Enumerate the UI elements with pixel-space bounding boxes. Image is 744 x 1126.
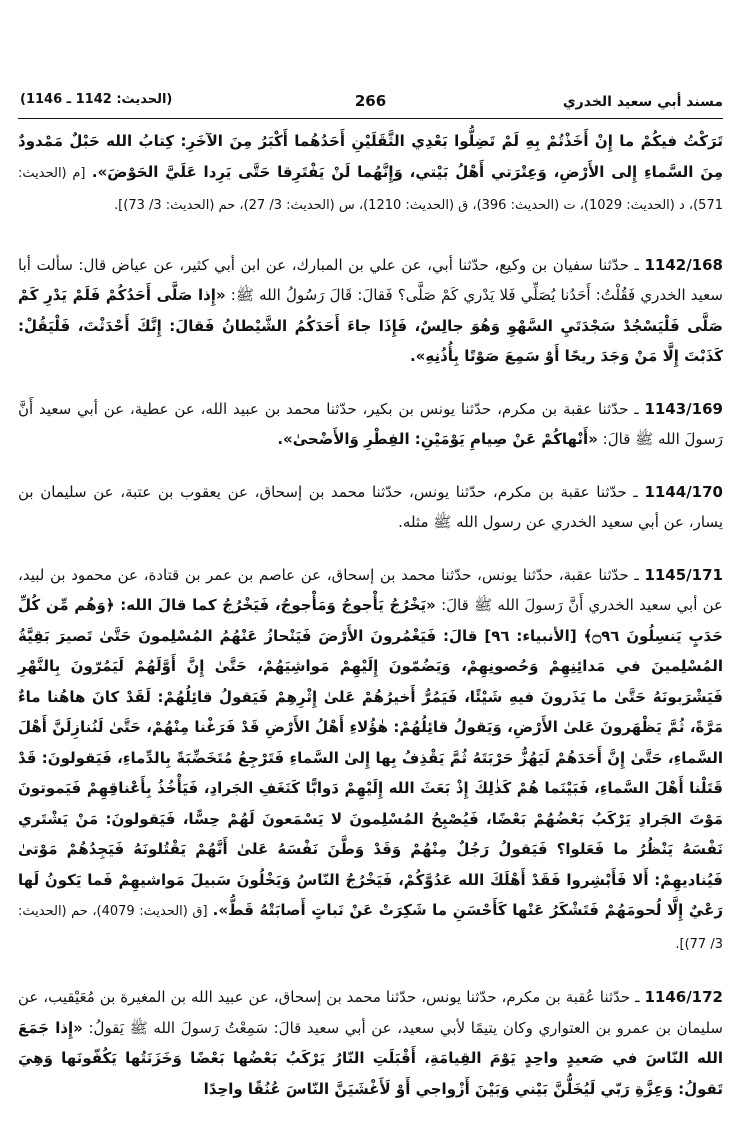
hadith-isnad: ـ حدّثنا سفيان بن وكيع، حدّثنا أبي، عن علي بن المبارك، عن ابن أبي كثير، عن عياض قال: سألت أبا سعيد الخدري فَقُلْتُ: أَحَدُنا يُصَلِّي فَلا يَدْري كَمْ صَلَّى؟ فَقالَ: قَالَ رَسُولُ الله ﷺ: <box>18 255 723 304</box>
hadith-entry <box>18 394 723 455</box>
header-divider <box>18 118 723 119</box>
book-title: مسند أبي سعيد الخدري <box>562 94 723 110</box>
hadith-range: (الحديث: 1142 ـ 1146) <box>20 92 173 107</box>
hadith-text: «أَنْهاكُمْ عَنْ صِيامِ يَوْمَيْنِ: الفِطْرِ وَالأَضْحىٰ». <box>277 430 598 448</box>
book-page <box>18 84 723 1098</box>
hadith-isnad: ـ حدّثنا عقبة، حدّثنا يونس، حدّثنا محمد بن إسحاق، عن عاصم بن عمر بن قتادة، عن محمود بن لبيد، عن أبي سعيد الخدري أَنَّ رَسولَ الله ﷺ قالَ: <box>18 565 723 614</box>
hadith-entry <box>18 477 723 538</box>
hadith-entry <box>18 250 723 372</box>
hadith-number: 1144/170 <box>644 482 723 501</box>
hadith-isnad: ـ حدّثنا عقبة بن مكرم، حدّثنا يونس، حدّثنا محمد بن إسحاق، عن يعقوب بن عتبة، عن سليمان بن يسار، عن أبي سعيد الخدري عن رسول الله ﷺ مثله. <box>18 482 723 531</box>
page-body <box>18 126 723 1126</box>
hadith-entry <box>18 982 723 1104</box>
hadith-isnad: ـ حدّثنا عُقبة بن مكرم، حدّثنا يونس، حدّثنا محمد بن إسحاق، عن عبيد الله بن المغيرة بن مُعَيْقيب، عن سليمان بن عمرو بن العتواري وكان يتيمًا لأبي سعيد، عن أبي سعيد قالَ: سَمِعْتُ رَسولَ الله ﷺ يَقولُ: <box>18 988 723 1037</box>
page-number: 266 <box>354 92 387 110</box>
hadith-number: 1143/169 <box>644 399 723 418</box>
hadith-number: 1146/172 <box>644 988 723 1006</box>
page-header <box>18 84 723 116</box>
hadith-reference: [م (الحديث: 571)، د (الحديث: 1029)، ت (الحديث: 396)، ق (الحديث: 1210)، س (الحديث: 3/ 27)، حم (الحديث: 3/ 73)]. <box>18 165 723 213</box>
hadith-number: 1142/168 <box>644 255 723 274</box>
hadith-text: «إِذا جَمَعَ الله النّاسَ في صَعيدٍ واحِدٍ يَوْمَ القِيامَةِ، أَقْبَلَتِ النّارُ يَرْكَبُ بَعْضُها بَعْضًا وَخَزَنَتُها يَكُفّونَها وَهِيَ تَقولُ: وَعِزَّةِ رَبّي لَيُخَلُّنَّ بَيْني وَبَيْنَ أَزْواجي أَوْ لَأَغْشَيَنَّ النّاسَ عُنُقًا واحِدًا <box>18 1018 723 1098</box>
hadith-number: 1145/171 <box>644 565 723 584</box>
hadith-reference: [ق (الحديث: 4079)، حم (الحديث: 3/ 77)]. <box>18 904 723 952</box>
hadith-text: تَرَكْتُ فيكُمْ ما إِنْ أَخَذْتُمْ بِهِ لَمْ تَضِلُّوا بَعْدِي الثَّقَلَيْنِ أَحَدُهُما أَكْبَرُ مِنَ الآخَرِ: كِتابُ الله حَبْلٌ مَمْدودٌ مِنَ السَّماءِ إِلى الأَرْضِ، وَعِتْرَتي أَهْلُ بَيْتي، وَإِنَّهُما لَنْ يَفْتَرِقا حَتَّى يَرِدا عَلَيَّ الحَوْضَ». <box>18 132 723 181</box>
hadith-continuation <box>18 126 723 222</box>
hadith-text: «يَخْرُجُ يَأْجوجُ وَمَأْجوجُ، فَيَخْرُجُ كما قالَ الله: ﴿وَهُم مِّن كُلِّ حَدَبٍ يَنسِلُونَ ۝٩٦﴾ [الأنبياء: ٩٦] قالَ: فَيَغْمُرونَ الأَرْضَ فَيَنْحازُ عَنْهُمُ المُسْلِمونَ حَتَّىٰ تَصيرَ بَقِيَّةُ المُسْلِمينَ في مَدائِنِهِمْ وَحُصونِهِمْ، وَيَضُمّونَ إِلَيْهِمْ مَواشِيَهُمْ، حَتَّىٰ إِنَّ أَوَّلَهُمْ لَيَمُرّونَ بِالنَّهْرِ فَيَشْرَبونَهُ حَتَّىٰ ما يَذَرونَ فيهِ شَيْئًا، فَيَمُرُّ أَخيرُهُمْ عَلىٰ إِثْرِهِمْ فَيَقولُ قائِلُهُمْ: لَقَدْ كانَ هاهُنا ماءٌ مَرَّةً، ثُمَّ يَظْهَرونَ عَلىٰ الأَرْضِ، وَيَقولُ قائِلُهُمْ: هٰؤُلاءِ أَهْلُ الأَرْضِ قَدْ فَرَغْنا مِنْهُمْ، حَتَّىٰ لَنُنازِلَنَّ أَهْلَ السَّماءِ، حَتَّىٰ إِنَّ أَحَدَهُمْ لَيَهُزُّ حَرْبَتَهُ ثُمَّ يَقْذِفُ بِها إِلىٰ السَّماءِ فَتَرْجِعُ مُتَخَضِّبَةً بِالدِّماءِ، فَيَقولونَ: قَدْ قَتَلْنا أَهْلَ السَّماءِ، فَبَيْنَما هُمْ كَذٰلِكَ إِذْ بَعَثَ الله إِلَيْهِمْ دَوابًّا كَنَغَفِ الجَرادِ، فَيَأْخُذُ بِأَعْناقِهِمْ فَيَموتونَ مَوْتَ الجَرادِ يَرْكَبُ بَعْضُهُمْ بَعْضًا، فَيُصْبِحُ المُسْلِمونَ لا يَسْمَعونَ لَهُمْ حِسًّا، فَيَقولونَ: مَنْ يَشْتَري نَفْسَهُ يَنْظُرُ ما فَعَلوا؟ فَيَقولُ رَجُلٌ مِنْهُمْ وَقَدْ وَطَّنَ نَفْسَهُ عَلىٰ أَنَّهُمْ يَقْتُلونَهُ فَيَجِدُهُمْ مَوْتىٰ فَيُناديهِمْ: أَلا فَأَبْشِروا فَقَدْ أَهْلَكَ الله عَدُوَّكُمْ، فَيَخْرُجُ النّاسُ وَيَخْلُونَ سَبيلَ مَواشيهِمْ فَما يَكونُ لَها رَعْيٌ إِلَّا لُحومَهُمْ فَتَشْكَرُ عَنْها كَأَحْسَنِ ما شَكِرَتْ عَنْ نَباتٍ أَصابَتْهُ قَطُّ». <box>18 596 723 919</box>
hadith-isnad: ـ حدّثنا عقبة بن مكرم، حدّثنا يونس بن بكير، حدّثنا محمد بن عبيد الله، عن عطية، عن أبي سعيد أَنَّ رَسولَ الله ﷺ قالَ: <box>18 399 723 448</box>
hadith-entry <box>18 560 723 961</box>
hadith-text: «إِذا صَلَّى أَحَدُكُمْ فَلَمْ يَدْرِ كَمْ صَلَّى فَلْيَسْجُدْ سَجْدَتَيِ السَّهْوِ وَهُوَ جالِسٌ، فَإِذَا جاءَ أَحَدَكُمُ الشَّيْطانُ فَقالَ: إِنَّكَ أَحْدَثْتَ، فَلْيَقُلْ: كَذَبْتَ إِلَّا مَنْ وَجَدَ ريحًا أَوْ سَمِعَ صَوْتًا بِأُذُنِهِ». <box>18 286 723 365</box>
